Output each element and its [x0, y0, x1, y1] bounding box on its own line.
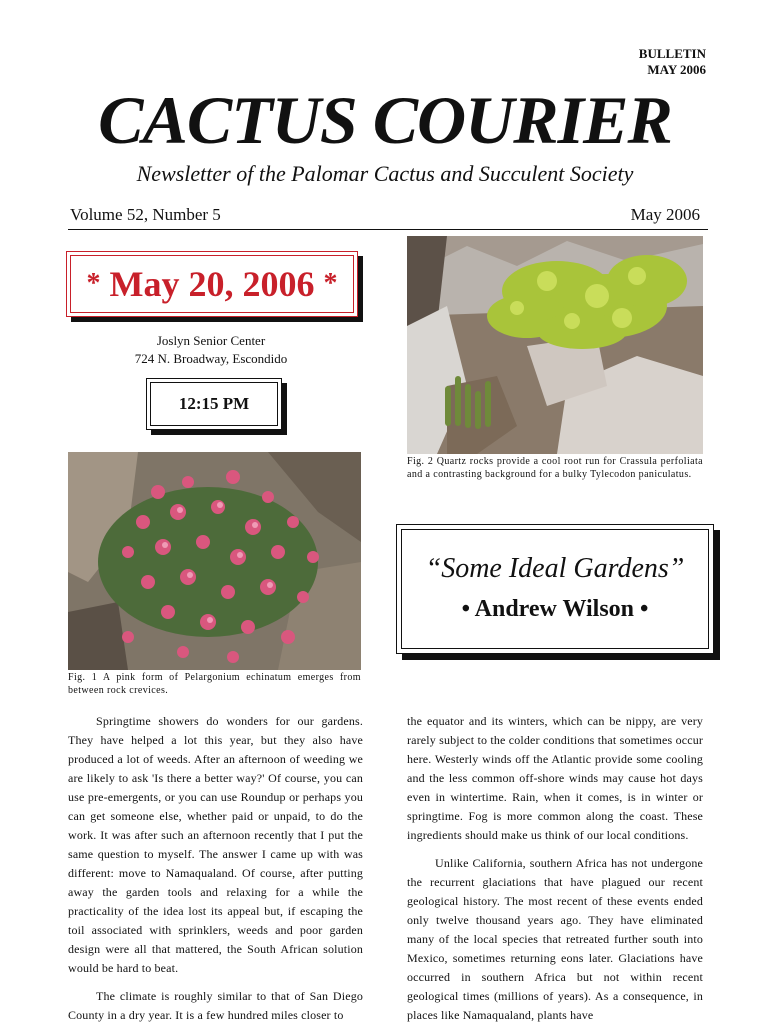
- bulletin-label: [639, 46, 706, 78]
- meeting-date: May 20, 2006: [109, 264, 315, 304]
- fig1-caption: Fig. 1 A pink form of Pelargonium echinatum emerges from between rock crevices.: [68, 672, 361, 696]
- meeting-date-inner: [70, 255, 354, 313]
- meeting-time-box: [146, 378, 282, 430]
- masthead-title: CACTUS COURIER: [98, 82, 672, 158]
- star-right: *: [323, 268, 338, 299]
- star-left: *: [86, 268, 101, 299]
- meeting-date-box: [66, 251, 358, 317]
- bulletin-month: MAY 2006: [647, 62, 706, 77]
- article-column-left: [68, 712, 363, 1025]
- article-paragraph: the equator and its winters, which can be nippy, are very rarely subject to the colder conditions that sometimes occur here. Westerly winds off the Atlantic provide some cooling and the less common off-shore winds may cause hot days even in wintertime. Rain, when it comes, is in winter or springtime. Fog is more common along the coast. These ingredients should make us think of our local conditions.: [407, 714, 703, 842]
- meeting-venue: [66, 332, 356, 368]
- talk-title: “Some Ideal Gardens”: [425, 553, 685, 584]
- talk-speaker: • Andrew Wilson •: [461, 596, 649, 622]
- article-column-right: [407, 712, 703, 1025]
- venue-address: 724 N. Broadway, Escondido: [134, 351, 288, 366]
- fig2-photo: [407, 236, 703, 454]
- article-paragraph: The climate is roughly similar to that of San Diego County in a dry year. It is a few hundred miles closer to: [68, 989, 363, 1022]
- volume-number: Volume 52, Number 5: [70, 205, 221, 224]
- fig2-caption: Fig. 2 Quartz rocks provide a cool root run for Crassula perfoliata and a contrasting background for a bulky Tylecodon paniculatus.: [407, 456, 703, 480]
- meeting-time: 12:15 PM: [150, 382, 278, 426]
- talk-box-inner: [401, 529, 709, 649]
- header-rule: [68, 229, 708, 230]
- issue-date: May 2006: [630, 205, 700, 224]
- newsletter-subtitle: Newsletter of the Palomar Cactus and Succulent Society: [136, 161, 634, 186]
- bulletin-line: BULLETIN: [638, 46, 706, 61]
- venue-name: Joslyn Senior Center: [156, 333, 266, 348]
- article-paragraph: Unlike California, southern Africa has not undergone the recurrent glaciations that have plagued our recent geological history. The most recent of these events ended only twelve thousand years ago. They have eliminated many of the local species that retreated further south into Mexico, sometimes returning eons later. Glaciations have occurred in southern Africa but not within recent geological times (millions of years). As a consequence, in places like Namaqualand, plants have: [407, 856, 703, 1022]
- fig1-photo: [68, 452, 361, 670]
- talk-box: [396, 524, 714, 654]
- article-paragraph: Springtime showers do wonders for our gardens. They have helped a lot this year, but they also have produced a lot of weeds. After an afternoon of weeding we are likely to ask 'Is there a better way?' Of course, you can use pre-emergents, or you can use Roundup or perhaps you can get someone else, whether paid or unpaid, to do the work. It was after such an afternoon recently that I put the same question to myself. The answer I came up with was different: move to Namaqualand. Of course, after putting away the garden tools and relaxing for a while the practicality of the idea lost its appeal but, if escaping the toil associated with sprinklers, weeds and poor garden design were all that mattered, the South African solution would be hard to beat.: [68, 714, 363, 975]
